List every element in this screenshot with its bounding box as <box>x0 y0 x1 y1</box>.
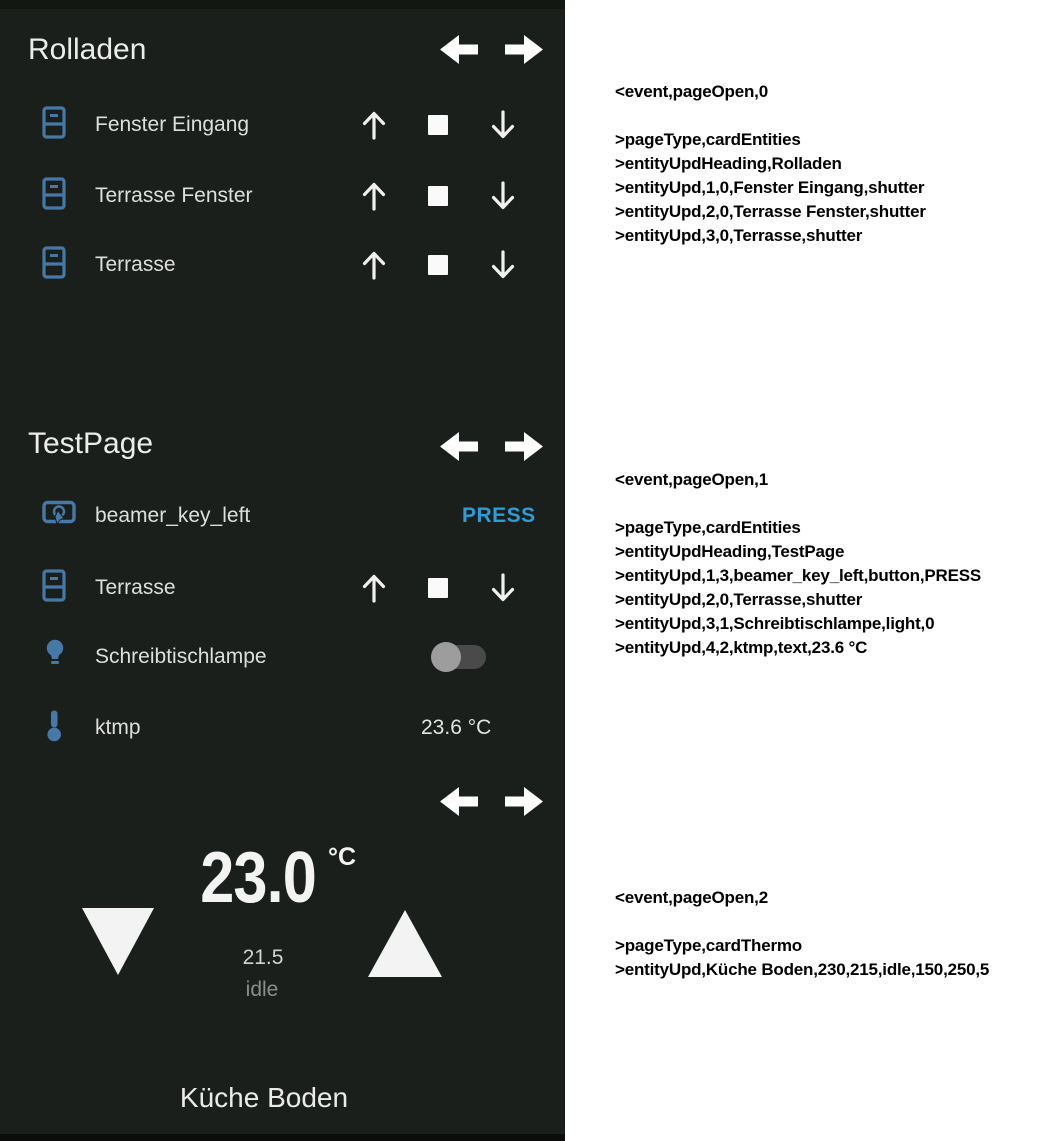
log-line: >entityUpd,1,3,beamer_key_left,button,PRESS <box>615 566 981 585</box>
log-line: >entityUpdHeading,Rolladen <box>615 154 842 173</box>
entity-label: beamer_key_left <box>95 504 251 527</box>
arrow-right-icon <box>505 54 543 69</box>
entity-row-schreibtischlampe <box>0 632 565 682</box>
stop-square-icon <box>428 186 448 206</box>
stop-square-icon <box>428 255 448 275</box>
arrow-down-icon <box>489 200 517 215</box>
log-line: >entityUpdHeading,TestPage <box>615 542 845 561</box>
arrow-up-icon <box>360 200 388 215</box>
shutter-down-button[interactable] <box>489 180 517 212</box>
shutter-down-button[interactable] <box>489 249 517 281</box>
entity-label: Terrasse <box>95 576 176 599</box>
shutter-stop-button[interactable] <box>428 186 448 206</box>
thermo-state: idle <box>245 978 279 1001</box>
page-next-button[interactable] <box>505 33 543 66</box>
arrow-up-icon <box>360 269 388 284</box>
arrow-right-icon <box>505 806 543 821</box>
log-line: >entityUpd,3,0,Terrasse,shutter <box>615 226 863 245</box>
arrow-left-icon <box>440 806 478 821</box>
entity-row-terrasse <box>0 240 565 290</box>
screen-edge-bottom <box>0 1134 565 1141</box>
arrow-down-icon <box>489 129 517 144</box>
serial-log-page0 <box>615 80 1045 248</box>
shutter-up-button[interactable] <box>360 249 388 281</box>
entity-row-terrasse-fenster <box>0 171 565 221</box>
shutter-up-button[interactable] <box>360 180 388 212</box>
shutter-icon <box>42 177 66 215</box>
screen-edge-top <box>0 0 565 9</box>
serial-log-page1 <box>615 468 1045 660</box>
log-line: >entityUpd,3,1,Schreibtischlampe,light,0 <box>615 614 935 633</box>
press-button[interactable]: PRESS <box>462 504 536 527</box>
page-next-button[interactable] <box>505 430 543 463</box>
log-line: >entityUpd,1,0,Fenster Eingang,shutter <box>615 178 925 197</box>
entity-label: Fenster Eingang <box>95 113 250 136</box>
shutter-icon <box>42 106 66 144</box>
arrow-left-icon <box>440 451 478 466</box>
page-nav-thermo <box>440 785 544 819</box>
log-line: >pageType,cardEntities <box>615 518 801 537</box>
toggle-knob <box>431 642 461 672</box>
page-prev-button[interactable] <box>440 33 478 66</box>
entity-label: ktmp <box>95 716 141 739</box>
arrow-down-icon <box>489 269 517 284</box>
arrow-right-icon <box>505 451 543 466</box>
thermo-current-temp: 23.0 <box>200 838 316 918</box>
shutter-stop-button[interactable] <box>428 115 448 135</box>
card-title-testpage: TestPage <box>28 427 154 460</box>
log-line: <event,pageOpen,2 <box>615 888 768 907</box>
shutter-up-button[interactable] <box>360 572 388 604</box>
entity-label: Terrasse <box>95 253 176 276</box>
temp-down-button[interactable] <box>82 908 154 975</box>
log-line: >pageType,cardEntities <box>615 130 801 149</box>
triangle-up-icon <box>368 965 442 980</box>
shutter-stop-button[interactable] <box>428 255 448 275</box>
shutter-stop-button[interactable] <box>428 578 448 598</box>
shutter-down-button[interactable] <box>489 109 517 141</box>
entity-row-terrasse-testpage <box>0 563 565 613</box>
log-line: <event,pageOpen,1 <box>615 470 768 489</box>
log-line: >entityUpd,2,0,Terrasse,shutter <box>615 590 863 609</box>
log-line <box>615 910 1045 934</box>
shutter-icon <box>42 569 66 607</box>
arrow-down-icon <box>489 592 517 607</box>
stop-square-icon <box>428 578 448 598</box>
serial-log-page2 <box>615 886 1045 982</box>
log-line: >entityUpd,4,2,ktmp,text,23.6 °C <box>615 638 868 657</box>
thermo-setpoint: 21.5 <box>242 946 284 969</box>
log-line: >entityUpd,Küche Boden,230,215,idle,150,250,5 <box>615 960 990 979</box>
page-next-button[interactable] <box>505 785 543 818</box>
card-title-rolladen: Rolladen <box>28 33 147 66</box>
entity-label: Schreibtischlampe <box>95 645 267 668</box>
shutter-icon <box>42 246 66 284</box>
page-nav-testpage <box>440 430 544 464</box>
log-line <box>615 492 1045 516</box>
gesture-tap-button-icon <box>42 499 76 534</box>
shutter-up-button[interactable] <box>360 109 388 141</box>
log-line <box>615 104 1045 128</box>
entity-row-fenster-eingang <box>0 100 565 150</box>
page-prev-button[interactable] <box>440 430 478 463</box>
arrow-up-icon <box>360 129 388 144</box>
triangle-down-icon <box>82 963 154 978</box>
light-toggle-switch[interactable] <box>431 641 487 673</box>
stop-square-icon <box>428 115 448 135</box>
sensor-value: 23.6 °C <box>421 716 492 739</box>
page-nav-rolladen <box>440 33 544 67</box>
thermo-entity-name: Küche Boden <box>179 1082 349 1113</box>
log-line: <event,pageOpen,0 <box>615 82 768 101</box>
shutter-down-button[interactable] <box>489 572 517 604</box>
thermo-unit: °C <box>328 843 357 871</box>
entity-row-beamer-key-left <box>0 491 565 541</box>
lightbulb-icon <box>42 638 68 677</box>
entity-row-ktmp <box>0 703 565 753</box>
thermometer-icon <box>42 709 66 748</box>
temp-up-button[interactable] <box>368 910 442 977</box>
arrow-up-icon <box>360 592 388 607</box>
entity-label: Terrasse Fenster <box>95 184 253 207</box>
log-line: >entityUpd,2,0,Terrasse Fenster,shutter <box>615 202 926 221</box>
page-prev-button[interactable] <box>440 785 478 818</box>
log-line: >pageType,cardThermo <box>615 936 802 955</box>
arrow-left-icon <box>440 54 478 69</box>
